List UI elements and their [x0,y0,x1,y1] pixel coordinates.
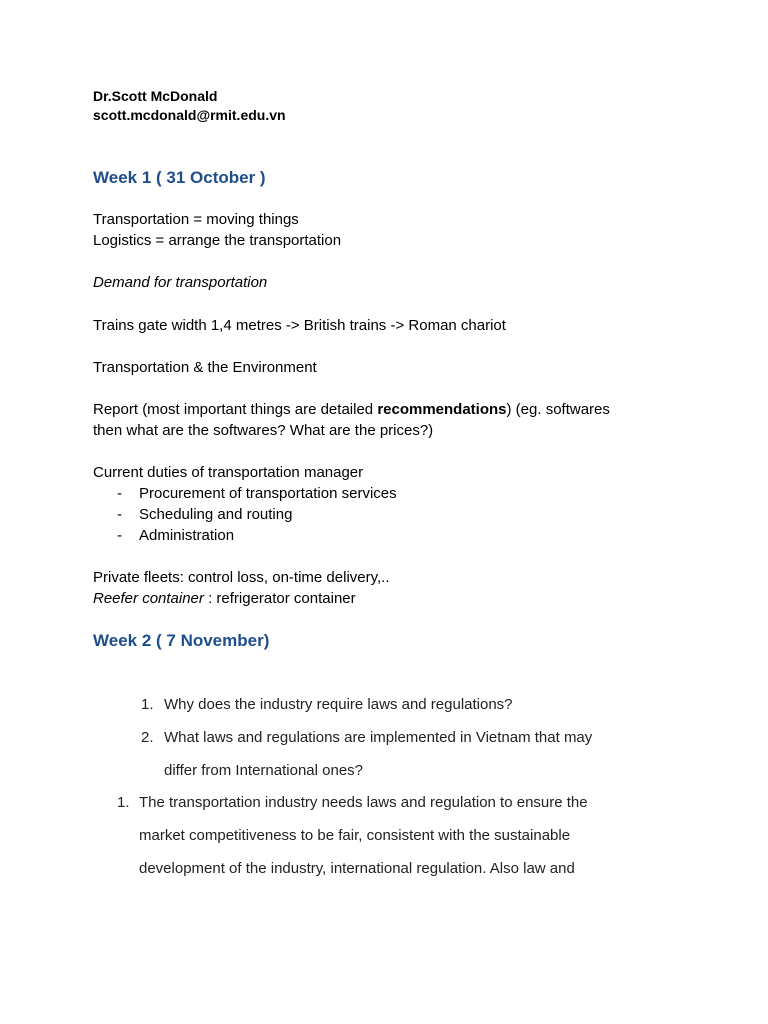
question-number: 1. [141,696,154,713]
week1-line-logistics: Logistics = arrange the transportation [93,232,342,249]
reefer-term: Reefer container [93,590,204,607]
answer-line: development of the industry, international regulation. Also law and [139,860,575,877]
reefer-definition: : refrigerator container [203,590,356,607]
answer-line: The transportation industry needs laws and regulation to ensure the [139,794,588,811]
week1-environment: Transportation & the Environment [93,359,317,376]
question-text: Why does the industry require laws and regulations? [164,696,513,713]
question-number: 2. [141,729,154,746]
week1-report-line2: then what are the softwares? What are the prices?) [93,422,434,439]
week1-heading: Week 1 ( 31 October ) [93,168,266,187]
week1-report [93,399,610,420]
bullet-dash: - [117,485,122,502]
question-text: What laws and regulations are implemented in Vietnam that may [164,729,593,746]
duty-item: Administration [139,527,235,544]
duty-item: Procurement of transportation services [139,485,397,502]
author-name: Dr.Scott McDonald [93,88,218,104]
week1-fleets: Private fleets: control loss, on-time delivery,.. [93,569,390,586]
question-text-continued: differ from International ones? [164,762,364,779]
week1-line-transportation: Transportation = moving things [93,211,299,228]
report-recommendations: recommendations [377,401,507,418]
bullet-dash: - [117,527,122,544]
author-email: scott.mcdonald@rmit.edu.vn [93,107,286,123]
answer-number: 1. [117,794,130,811]
week1-reefer [93,588,356,609]
week1-trains: Trains gate width 1,4 metres -> British trains -> Roman chariot [93,317,506,334]
answer-line: market competitiveness to be fair, consistent with the sustainable [139,827,571,844]
report-text-end: ) (eg. softwares [506,401,610,418]
week1-duties-title: Current duties of transportation manager [93,464,364,481]
report-text-start: Report (most important things are detailed [93,401,378,418]
duty-item: Scheduling and routing [139,506,293,523]
week1-demand: Demand for transportation [93,274,268,291]
bullet-dash: - [117,506,122,523]
week2-heading: Week 2 ( 7 November) [93,631,270,650]
